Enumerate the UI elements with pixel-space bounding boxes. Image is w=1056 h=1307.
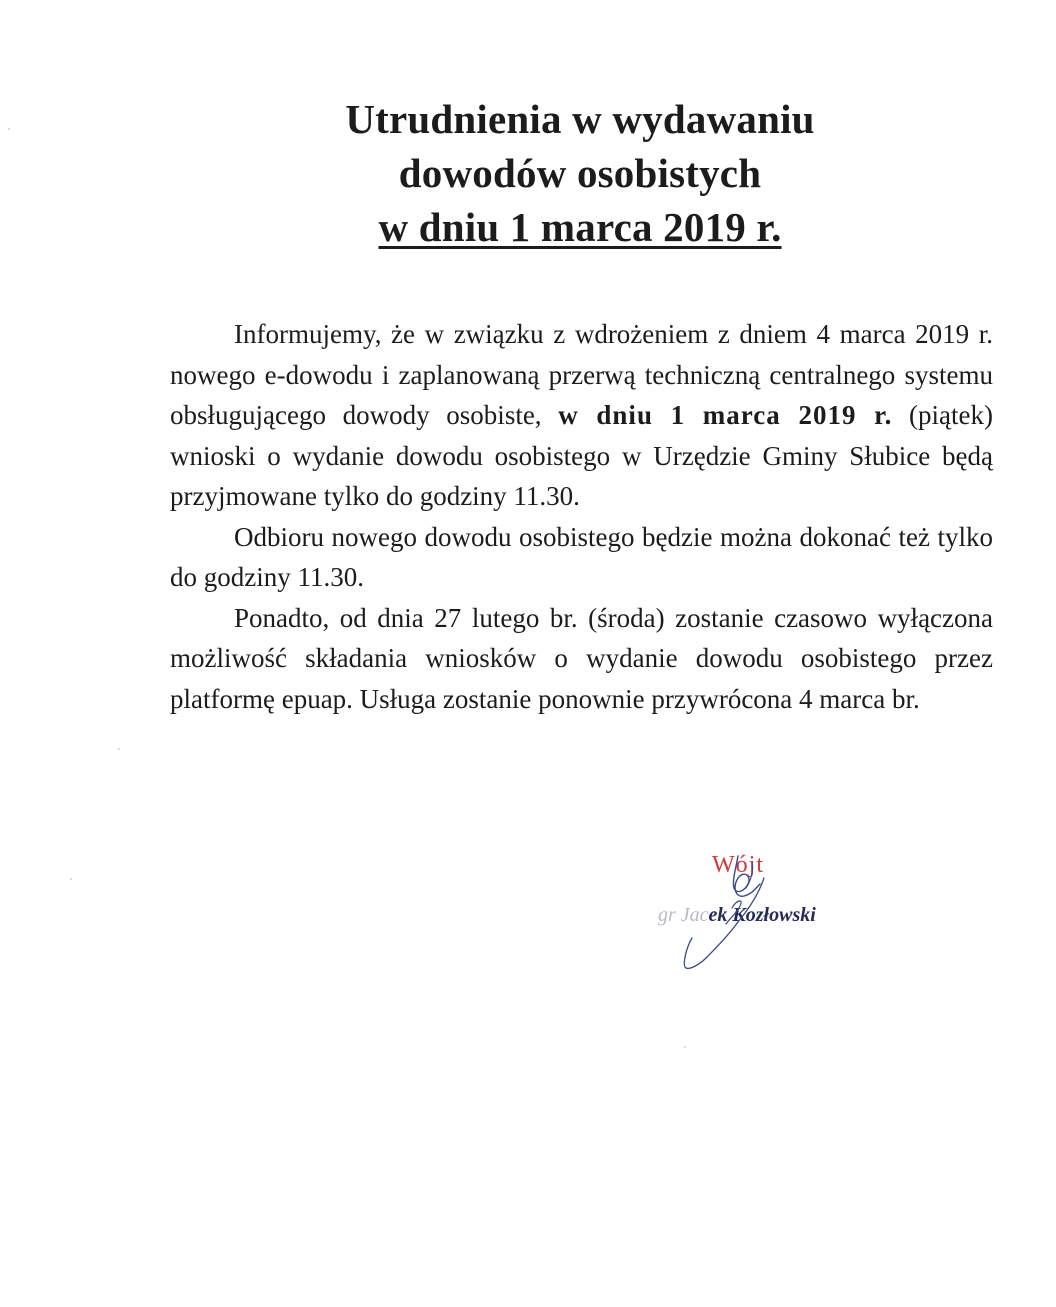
handwritten-signature-icon [640,848,900,978]
paragraph-1 [170,314,993,517]
announcement-body [170,314,993,719]
title-line-2: dowodów osobistych [398,150,762,196]
paragraph-1-text-a: Informujemy, że w związku z wdrożeniem z dniem 4 marca 2019 r. nowego e-dowodu i zaplanowaną przerwą techniczną centralnego systemu obsługującego dowody osobiste, [170,319,993,430]
signature-stamp-title: Wójt [712,852,764,878]
scan-speck [684,1046,686,1048]
signature-block [640,848,900,978]
paragraph-3: Ponadto, od dnia 27 lutego br. (środa) zostanie czasowo wyłączona możliwość składania wniosków o wydanie dowodu osobistego przez platformę epuap. Usługa zostanie ponownie przywrócona 4 marca br. [170,602,993,714]
title-line-3: w dniu 1 marca 2019 r. [378,204,782,250]
paragraph-1-bold-date: w dniu 1 marca 2019 r. [558,400,893,430]
document-title [160,92,1000,254]
signature-stamp-name-faded: gr Jac [658,904,709,926]
paragraph-1-text-b: (piątek) wnioski o wydanie dowodu osobistego w Urzędzie Gminy Słubice będą przyjmowane tylko do godziny 11.30. [170,400,993,511]
signature-stamp-name-main: ek Kozłowski [708,904,816,926]
scan-speck [8,128,10,130]
title-line-1: Utrudnienia w wydawaniu [345,96,815,142]
scan-speck [70,878,72,880]
scan-speck [118,748,120,750]
paragraph-2: Odbioru nowego dowodu osobistego będzie można dokonać też tylko do godziny 11.30. [170,521,993,592]
